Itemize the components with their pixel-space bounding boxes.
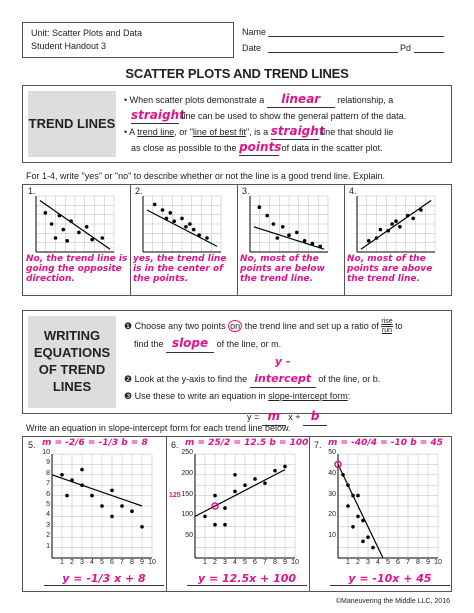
data-point (243, 483, 247, 487)
data-point (54, 236, 58, 240)
x-tick-label: 10 (148, 559, 156, 566)
data-point (253, 477, 257, 481)
graph-4-plot (357, 196, 435, 252)
data-point (85, 225, 89, 229)
answer-points: points (239, 140, 282, 154)
header-box (22, 22, 234, 58)
data-point (233, 473, 237, 477)
data-point (263, 481, 267, 485)
answer-y-intercept: y - intercept (250, 353, 316, 388)
x-tick-label: 5 (386, 559, 390, 566)
y-tick-label: 3 (46, 521, 50, 529)
name-field[interactable] (268, 36, 444, 37)
answer-straight: straight (131, 108, 185, 122)
data-point (101, 236, 105, 240)
graph-7-plot (338, 454, 438, 558)
data-point (295, 231, 299, 235)
y-tick-label: 7 (46, 480, 50, 488)
data-point (371, 546, 375, 550)
graph-7-answer: y = -10x + 45 (330, 572, 450, 586)
data-point (367, 239, 371, 243)
data-point (213, 523, 217, 527)
bullet-2: • A trend line, or "line of best fit", is a straight line that should lie (124, 124, 394, 138)
x-tick-label: 10 (434, 559, 442, 566)
x-tick-label: 5 (100, 559, 104, 566)
trend-lines-label: TREND LINES (28, 91, 116, 157)
data-point (272, 222, 276, 226)
y-tick-label: 6 (46, 490, 50, 498)
data-point (356, 515, 360, 519)
writing-steps: ❶ Choose any two points on the trend line and set up a ratio of rise run to find the slope of the line, or m. ❷ Look at the y-axis to find the y - intercept of the line, or b. ❸ Use these to write an equation in slope-intercept form: y = m x + b (124, 318, 450, 426)
x-tick-label: 6 (396, 559, 400, 566)
x-tick-label: 6 (110, 559, 114, 566)
data-point (379, 228, 383, 232)
handout-title: Student Handout 3 (31, 41, 107, 51)
data-point (184, 225, 188, 229)
data-point (192, 228, 196, 232)
x-tick-label: 2 (356, 559, 360, 566)
data-point (80, 468, 84, 472)
graph-3-plot (250, 196, 328, 252)
graph-2-number: 2. (135, 186, 143, 196)
trend-line (195, 470, 285, 517)
data-point (398, 225, 402, 229)
x-tick-label: 3 (366, 559, 370, 566)
y-tick-label: 9 (46, 459, 50, 467)
answer-straight-2: straight (270, 124, 325, 138)
x-tick-label: 5 (243, 559, 247, 566)
instructions-1-4: For 1-4, write "yes" or "no" to describe whether or not the line is a good trend line. Explain. (26, 171, 385, 181)
data-point (60, 473, 64, 477)
data-point (120, 504, 124, 508)
page-title: SCATTER PLOTS AND TREND LINES (125, 66, 349, 81)
y-tick-label: 50 (185, 532, 193, 540)
graph-7-work: m = -40/4 = -10 b = 45 (328, 438, 443, 448)
x-tick-label: 1 (60, 559, 64, 566)
graph-5-answer: y = -1/3 x + 8 (44, 572, 164, 586)
step-3: ❸ Use these to write an equation in slope-intercept form: (124, 391, 351, 402)
data-point (411, 217, 415, 221)
y-tick-label: 1 (46, 542, 50, 550)
trend-lines-text: • When scatter plots demonstrate a linear relationship, a straight line can be used to show the general pattern of the data. • A trend line, or "line of best fit", is a straight line that should lie as close as possible to the points of data in the scatter plot. (124, 92, 448, 156)
y-tick-label: 100 (181, 511, 193, 519)
pd-label: Pd (400, 43, 412, 53)
data-point (390, 222, 394, 226)
x-tick-label: 2 (70, 559, 74, 566)
footer: ©Maneuvering the Middle LLC, 2016 (335, 598, 450, 605)
name-label: Name (242, 27, 267, 37)
graph-2-plot (143, 196, 221, 252)
data-point (287, 233, 291, 237)
y-tick-label: 150 (181, 490, 193, 498)
data-point (233, 490, 237, 494)
x-tick-label: 1 (346, 559, 350, 566)
data-point (351, 525, 355, 529)
trend-line (338, 464, 383, 558)
x-tick-label: 8 (416, 559, 420, 566)
data-point (90, 238, 94, 242)
date-label: Date (242, 43, 262, 53)
data-point (180, 217, 184, 221)
graph-6-plot (195, 454, 295, 558)
data-point (62, 228, 66, 232)
data-point (169, 211, 173, 215)
writing-label: WRITING EQUATIONS OF TREND LINES (28, 316, 116, 408)
data-point (77, 231, 81, 235)
data-point (110, 515, 114, 519)
y-tick-label: 40 (328, 469, 336, 477)
data-point (258, 205, 262, 209)
y-tick-label: 10 (42, 449, 50, 456)
data-point (283, 465, 287, 469)
data-point (110, 489, 114, 493)
data-point (161, 208, 165, 212)
x-tick-label: 4 (90, 559, 94, 566)
step-2: ❷ Look at the y-axis to find the y - intercept of the line, or b. (124, 353, 450, 388)
unit-title: Unit: Scatter Plots and Data (31, 28, 143, 38)
y-tick-label: 8 (46, 469, 50, 477)
graph-6-answer: y = 12.5x + 100 (187, 572, 307, 586)
x-tick-label: 10 (291, 559, 299, 566)
instructions-5-7: Write an equation in slope-intercept form for each trend line below. (26, 423, 291, 433)
x-tick-label: 4 (233, 559, 237, 566)
y-tick-label: 250 (181, 449, 193, 456)
data-point (265, 214, 269, 218)
x-tick-label: 6 (253, 559, 257, 566)
data-point (366, 535, 370, 539)
y-tick-label: 2 (46, 532, 50, 540)
data-point (223, 506, 227, 510)
answer-linear: linear (267, 92, 335, 108)
graph-5-plot (52, 454, 152, 558)
y-tick-label: 10 (328, 532, 336, 540)
x-tick-label: 4 (376, 559, 380, 566)
trend-line (52, 475, 142, 506)
data-point (90, 494, 94, 498)
graph-3-answer: No, most of the points are below the trend line. (240, 254, 325, 284)
data-point (223, 523, 227, 527)
data-point (65, 239, 69, 243)
y-tick-label: 5 (46, 501, 50, 508)
data-point (50, 222, 54, 226)
data-point (44, 211, 48, 215)
pd-field[interactable] (414, 52, 444, 53)
x-tick-label: 8 (130, 559, 134, 566)
y-tick-label: 20 (328, 511, 336, 519)
data-point (130, 509, 134, 513)
x-tick-label: 8 (273, 559, 277, 566)
graph-3-number: 3. (242, 186, 250, 196)
graph-1-plot (36, 196, 114, 252)
y-tick-label: 4 (46, 511, 50, 519)
graph-4-answer: No, most of the points are above the trend line. (347, 254, 433, 284)
x-tick-label: 7 (406, 559, 410, 566)
data-point (65, 494, 69, 498)
data-point (203, 515, 207, 519)
y-tick-label: 50 (328, 449, 336, 456)
data-point (361, 540, 365, 544)
x-tick-label: 3 (80, 559, 84, 566)
graph-4-number: 4. (349, 186, 357, 196)
data-point (281, 225, 285, 229)
data-point (276, 236, 280, 240)
data-point (153, 203, 157, 207)
data-point (273, 469, 277, 473)
graph-5-work: m = -2/6 = -1/3 b = 8 (42, 438, 148, 448)
data-point (346, 504, 350, 508)
data-point (213, 494, 217, 498)
data-point (100, 504, 104, 508)
date-field[interactable] (268, 52, 398, 53)
x-tick-label: 1 (203, 559, 207, 566)
x-tick-label: 9 (283, 559, 287, 566)
step-1: ❶ Choose any two points on the trend line and set up a ratio of rise run to (124, 318, 403, 335)
x-tick-label: 3 (223, 559, 227, 566)
data-point (140, 525, 144, 529)
data-point (394, 219, 398, 223)
data-point (356, 494, 360, 498)
x-tick-label: 7 (263, 559, 267, 566)
bullet-1: • When scatter plots demonstrate a linear relationship, a (124, 92, 394, 106)
data-point (188, 222, 192, 226)
x-tick-label: 2 (213, 559, 217, 566)
data-point (205, 236, 209, 240)
graph-6-work: m = 25/2 = 12.5 b = 100 (185, 438, 309, 448)
x-tick-label: 9 (140, 559, 144, 566)
marked-value: 125 (169, 492, 181, 499)
equation-template: y = m x + b (124, 408, 450, 426)
y-tick-label: 200 (181, 469, 193, 477)
y-tick-label: 30 (328, 490, 336, 498)
graph-1-number: 1. (28, 186, 36, 196)
graph-7-number: 7. (314, 440, 322, 450)
graph-6-number: 6. (171, 440, 179, 450)
x-tick-label: 7 (120, 559, 124, 566)
graph-2-answer: yes, the trend line is in the center of the points. (133, 254, 227, 284)
data-point (172, 219, 176, 223)
graph-1-answer: No, the trend line is going the opposite direction. (26, 254, 128, 284)
answer-slope: slope (166, 335, 214, 353)
graph-5-number: 5. (28, 440, 36, 450)
x-tick-label: 9 (426, 559, 430, 566)
